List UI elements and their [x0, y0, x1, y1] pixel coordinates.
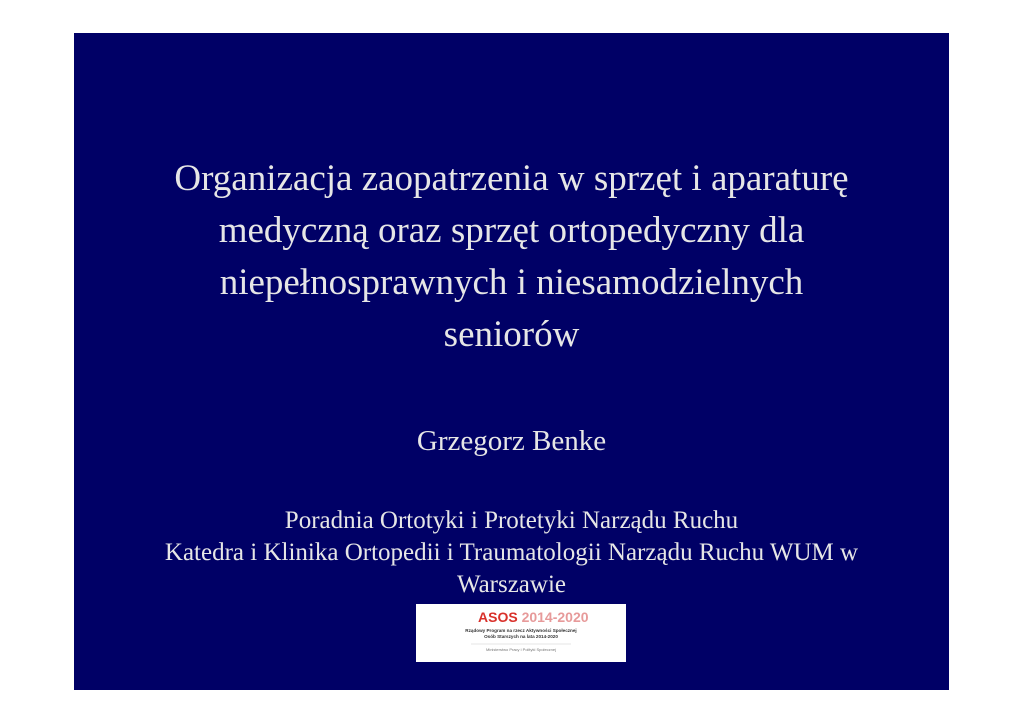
title-line: seniorów	[443, 314, 580, 355]
logo-brand-text	[478, 609, 589, 625]
title-line: niepełnosprawnych i niesamodzielnych	[219, 262, 804, 303]
logo-years: 2014-2020	[517, 609, 589, 625]
asos-logo	[416, 604, 626, 662]
logo-footer: Ministerstwo Pracy i Polityki Społecznej	[485, 647, 557, 652]
affiliation-line: Poradnia Ortotyki i Protetyki Narządu Ruchu	[284, 507, 739, 534]
author-name: Grzegorz Benke	[416, 425, 607, 457]
logo-line2: Osób Starszych na lata 2014-2020	[484, 634, 558, 639]
slide	[74, 33, 949, 690]
asos-logo-graphic	[416, 604, 626, 662]
logo-brand: ASOS	[478, 609, 518, 625]
slide-title	[74, 153, 949, 361]
title-line: medyczną oraz sprzęt ortopedyczny dla	[218, 210, 805, 251]
title-line: Organizacja zaopatrzenia w sprzęt i aparaturę	[174, 158, 849, 199]
affiliation-line: Warszawie	[456, 571, 567, 598]
affiliation-line: Katedra i Klinika Ortopedii i Traumatologii Narządu Ruchu WUM w	[164, 539, 859, 566]
affiliation	[74, 505, 949, 601]
logo-line1: Rządowy Program na rzecz Aktywności Społecznej	[465, 628, 577, 633]
